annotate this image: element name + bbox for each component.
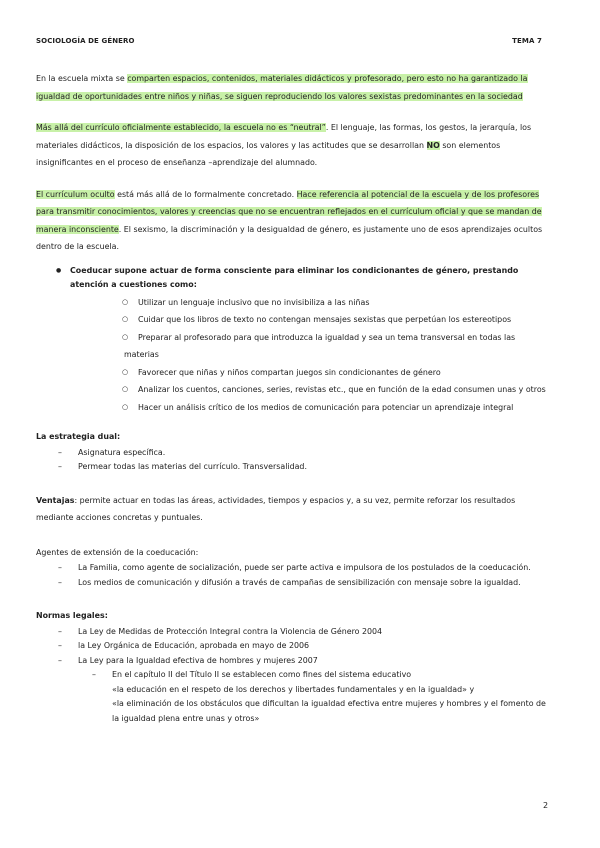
paragraph-text: . El sexismo, la discriminación y la desigualdad de género, es justamente uno de esos aprendizajes ocultos dentro de la escuela. — [36, 224, 543, 251]
paragraph-text: : permite actuar en todas las áreas, actividades, tiempos y espacios y, a su vez, permite reforzar los resultados mediante acciones concretas y puntuales. — [36, 495, 516, 522]
paragraph-text: son elementos insignificantes en el proceso de enseñanza –aprendizaje del alumnado. — [36, 140, 501, 167]
list-item: – La Familia, como agente de socialización, puede ser parte activa e impulsora de los postulados de la coeducación. — [36, 561, 546, 576]
list-item: – Asignatura específica. — [36, 446, 546, 461]
list-item: – Los medios de comunicación y difusión a través de campañas de sensibilización con mensaje sobre la igualdad. — [36, 576, 546, 591]
list-item: ○ Cuidar que los libros de texto no contengan mensajes sexistas que perpetúan los estereotipos — [70, 311, 546, 329]
list-item: ○ Hacer un análisis crítico de los medios de comunicación para potenciar un aprendizaje integral — [70, 399, 546, 417]
list-item: – Permear todas las materias del currículo. Transversalidad. — [36, 460, 546, 475]
list-item: – La Ley para la Igualdad efectiva de hombres y mujeres 2007 — [36, 654, 546, 669]
list-item: – la Ley Orgánica de Educación, aprobada en mayo de 2006 — [36, 639, 546, 654]
highlighted-bold-text: NO — [426, 140, 440, 150]
list-item — [36, 264, 546, 417]
list-item: ○ Utilizar un lenguaje inclusivo que no invisibiliza a las niñas — [70, 294, 546, 312]
list-item: ○ Analizar los cuentos, canciones, series, revistas etc., que en función de la edad consumen unas y otros — [70, 381, 546, 399]
advantages-paragraph — [36, 492, 546, 527]
coeducation-list — [36, 264, 546, 417]
agents-title: Agentes de extensión de la coeducación: — [36, 547, 199, 557]
document-body — [36, 70, 546, 726]
dual-strategy-title: La estrategia dual: — [36, 432, 121, 441]
highlighted-text: comparten espacios, contenidos, materiales didácticos y profesorado, pero esto no ha garantizado la igualdad de oportunidades entre niños y niñas, se siguen reproduciendo los valores sexistas predominantes en la sociedad — [36, 74, 528, 101]
list-item: – En el capítulo II del Título II se establecen como fines del sistema educativo — [36, 668, 546, 683]
paragraph-mixed-school — [36, 70, 546, 105]
list-item: ○ Preparar al profesorado para que introduzca la igualdad y sea un tema transversal en todas las materias — [70, 329, 546, 364]
paragraph-text: . El lenguaje, las formas, los gestos, la jerarquía, los materiales didácticos, la disposición de los espacios, los valores y las actitudes que se desarrollan — [36, 123, 532, 150]
header-subject: SOCIOLOGÍA DE GÉNERO — [36, 37, 135, 45]
quote: «la educación en el respeto de los derechos y libertades fundamentales y en la igualdad» y — [112, 684, 475, 694]
coeducation-title: Coeducar supone actuar de forma consciente para eliminar los condicionantes de género, prestando atención a cuestiones como: — [70, 265, 519, 289]
coeducation-sublist — [70, 294, 546, 417]
list-item: – La Ley de Medidas de Protección Integral contra la Violencia de Género 2004 — [36, 625, 546, 640]
page-number: 2 — [543, 801, 549, 810]
paragraph-not-neutral — [36, 119, 546, 172]
legal-norms-title: Normas legales: — [36, 611, 108, 620]
advantages-label: Ventajas — [36, 495, 75, 505]
highlighted-text: Hace referencia al potencial de la escuela y de los profesores para transmitir conocimientos, valores y creencias que no se encuentran reflejados en el currículum oficial y que se mandan de manera inconsciente — [36, 189, 542, 234]
header-topic: TEMA 7 — [512, 37, 542, 45]
highlighted-text: Más allá del currículo oficialmente establecido, la escuela no es “neutral” — [36, 123, 326, 132]
paragraph-text: En la escuela mixta se — [36, 74, 128, 83]
paragraph-text: está más allá de lo formalmente concretado. — [114, 189, 297, 199]
list-item: ○ Favorecer que niñas y niños compartan juegos sin condicionantes de género — [70, 364, 546, 382]
highlighted-text: El currículum oculto — [36, 189, 115, 199]
quote: «la eliminación de los obstáculos que dificultan la igualdad efectiva entre mujeres y hombres y el fomento de la igualdad plena entre unas y otros» — [112, 699, 546, 723]
paragraph-hidden-curriculum — [36, 186, 546, 256]
